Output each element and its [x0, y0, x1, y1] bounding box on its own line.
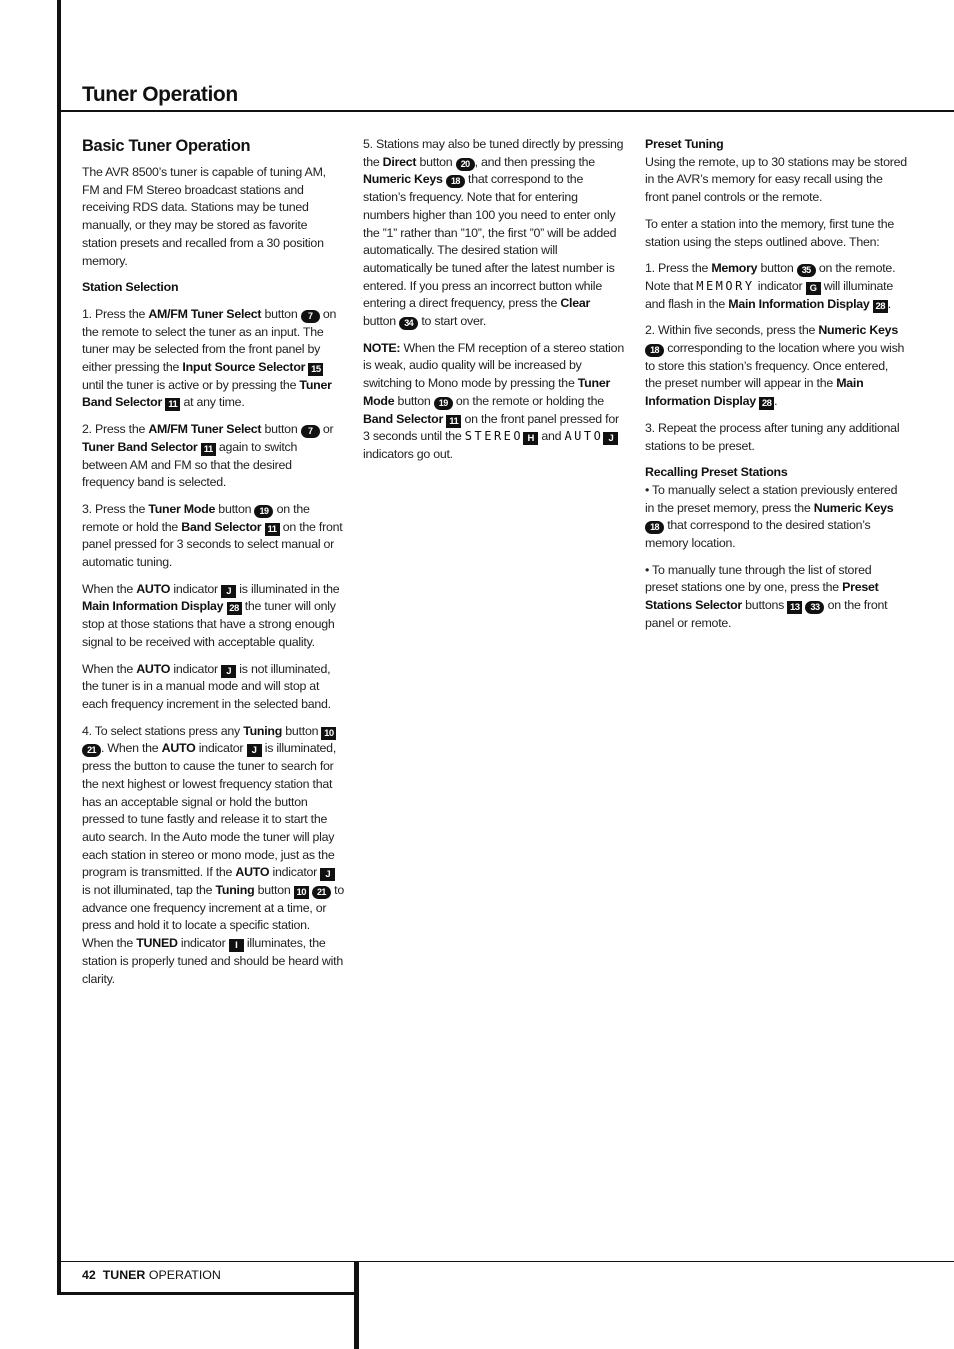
step-4-paragraph: 4. To select stations press any Tuning button 10 21 . When the AUTO indicator J is illuminated, press the button to cause the tuner to search for the next highest or lowest frequency station that has an acceptable signal or hold the button pressed to tune fastly and release it to start the auto search. In the Auto mode the tuner will play each station in stereo or mono mode, just as the program is transmitted. If the AUTO indicator J is not illuminated, tap the Tuning button 10 21 to advance one frequency increment at a time, or press and hold it to locate a specific station. When the TUNED indicator I illuminates, the station is properly tuned and should be heard with clarity.	[82, 723, 344, 986]
intro-paragraph: The AVR 8500’s tuner is capable of tuning AM, FM and FM Stereo broadcast stations and receiving RDS data. Stations may be tuned manually, or they may be stored as favorite station presets and recalled from a 30 position memory.	[82, 165, 326, 268]
ref-number-icon: 28	[227, 602, 242, 615]
column-3	[645, 136, 907, 642]
indicator-letter-icon: G	[806, 282, 821, 295]
ref-number-icon: 7	[301, 425, 320, 438]
auto-off-paragraph: When the AUTO indicator J is not illuminated, the tuner is in a manual mode and will stop at each frequency increment in the selected band.	[82, 661, 331, 711]
preset-step-3-paragraph: 3. Repeat the process after tuning any additional stations to be preset.	[645, 420, 900, 453]
column-2	[363, 136, 625, 473]
auto-on-paragraph: When the AUTO indicator J is illuminated in the Main Information Display 28 the tuner will only stop at those stations that have a strong enough signal to be received with acceptable quality.	[82, 581, 340, 649]
left-margin-bar	[57, 0, 61, 1295]
ref-number-icon: 11	[201, 443, 216, 456]
ref-number-icon: 10	[294, 886, 309, 899]
ref-number-icon: 11	[446, 415, 461, 428]
preset-step-1-paragraph: 1. Press the Memory button 35 on the remote. Note that MEMORY indicator G will illuminate and flash in the Main Information Display 28 .	[645, 261, 896, 312]
ref-number-icon: 11	[165, 398, 180, 411]
ref-number-icon: 7	[301, 310, 320, 323]
step-2-paragraph: 2. Press the AM/FM Tuner Select button 7 or Tuner Band Selector 11 again to switch between AM and FM so that the desired frequency band is selected.	[82, 422, 334, 490]
subheading-station-selection: Station Selection	[82, 280, 179, 295]
ref-number-icon: 18	[446, 175, 465, 188]
preset-step-2-paragraph: 2. Within five seconds, press the Numeric Keys 18 corresponding to the location where you wish to store this station’s frequency. Once entered, the preset number will appear in the Main Information Display 28 .	[645, 323, 905, 410]
footer-rule	[57, 1261, 954, 1262]
subheading-preset-tuning: Preset Tuning	[645, 137, 724, 151]
ref-number-icon: 15	[308, 363, 323, 376]
page-footer	[82, 1268, 221, 1282]
ref-number-icon: 18	[645, 521, 664, 534]
ref-number-icon: 35	[797, 264, 816, 277]
ref-number-icon: 10	[321, 727, 336, 740]
ref-number-icon: 33	[805, 601, 824, 614]
subheading-recalling-presets: Recalling Preset Stations	[645, 465, 788, 480]
indicator-letter-icon: J	[320, 868, 335, 881]
ref-number-icon: 20	[456, 158, 475, 171]
page-number: 42	[82, 1268, 96, 1282]
section-heading: Basic Tuner Operation	[82, 137, 251, 155]
ref-number-icon: 13	[787, 601, 802, 614]
footer-box-bottom	[57, 1292, 357, 1295]
step-3-paragraph: 3. Press the Tuner Mode button 19 on the remote or hold the Band Selector 11 on the front panel pressed for 3 seconds to select manual or automatic tuning.	[82, 501, 343, 570]
lcd-auto-text: AUTO	[564, 429, 604, 444]
ref-number-icon: 28	[873, 300, 888, 313]
indicator-letter-icon: H	[523, 432, 538, 445]
ref-number-icon: 21	[312, 886, 331, 899]
ref-number-icon: 19	[254, 505, 273, 518]
ref-number-icon: 28	[759, 397, 774, 410]
recall-bullet-1: • To manually select a station previously entered in the preset memory, press the Numeric Keys 18 that correspond to the desired station’s memory location.	[645, 482, 898, 551]
column-1	[82, 136, 344, 997]
indicator-letter-icon: J	[221, 585, 236, 598]
recall-bullet-2: • To manually tune through the list of stored preset stations one by one, press the Preset Stations Selector buttons 13 33 on the front panel or remote.	[645, 562, 888, 630]
ref-number-icon: 21	[82, 744, 101, 757]
preset-intro-paragraph: Using the remote, up to 30 stations may be stored in the AVR’s memory for easy recall using the front panel controls or the remote.	[645, 154, 907, 205]
header-rule	[57, 110, 954, 112]
indicator-letter-icon: J	[603, 432, 618, 445]
step-1-paragraph: 1. Press the AM/FM Tuner Select button 7 on the remote to select the tuner as an input. The tuner may be selected from the front panel by either pressing the Input Source Selector 15 until the tuner is active or by pressing the Tuner Band Selector 11 at any time.	[82, 306, 337, 411]
indicator-letter-icon: I	[229, 939, 244, 952]
page-title: Tuner Operation	[82, 83, 238, 106]
ref-number-icon: 18	[645, 344, 664, 357]
lcd-stereo-text: STEREO	[464, 429, 524, 444]
ref-number-icon: 11	[265, 523, 280, 536]
lcd-memory-text: MEMORY	[696, 278, 755, 293]
ref-number-icon: 19	[434, 397, 453, 410]
ref-number-icon: 34	[399, 317, 418, 330]
footer-section-bold: TUNER	[102, 1268, 146, 1282]
indicator-letter-icon: J	[221, 665, 236, 678]
indicator-letter-icon: J	[247, 744, 262, 757]
note-paragraph: NOTE: When the FM reception of a stereo station is weak, audio quality will be increased by switching to Mono mode by pressing the Tuner Mode button 19 on the remote or holding the Band Selector 11 on the front panel pressed for 3 seconds until the STEREO H and AUTO J indicators go out.	[363, 340, 624, 461]
preset-enter-paragraph: To enter a station into the memory, first tune the station using the steps outlined above. Then:	[645, 216, 894, 249]
step-5-paragraph: 5. Stations may also be tuned directly by pressing the Direct button 20 , and then pressing the Numeric Keys 18 that correspond to the station’s frequency. Note that for entering numbers higher than 100 you need to enter only the ”1” rather than ”10”, the first ”0” will be added automatically. The desired station will automatically be tuned after the latest number is entered. If you press an incorrect button while entering a direct frequency, press the Clear button 34 to start over.	[363, 137, 624, 329]
footer-divider-bar	[354, 1261, 359, 1349]
footer-section-rest: OPERATION	[148, 1268, 221, 1282]
